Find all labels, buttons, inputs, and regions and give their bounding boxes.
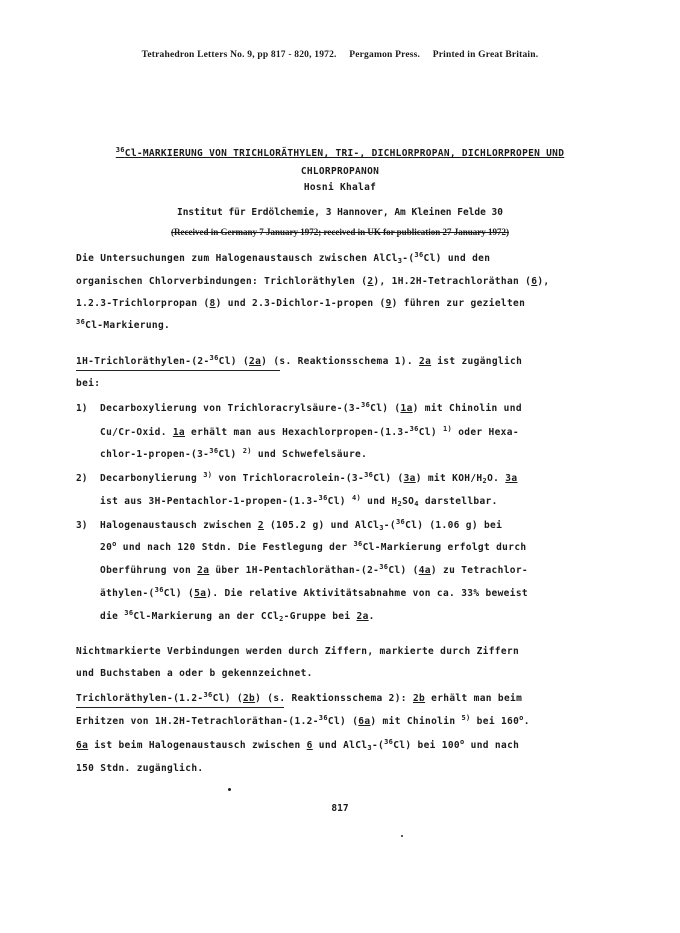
institute-address: Institut für Erdölchemie, 3 Hannover, Am Kleinen Felde 30 [176,207,503,218]
item2-number: 2) [76,473,88,484]
article-title-line2: CHLORPROPANON [300,166,380,177]
intro-line-1: Die Untersuchungen zum Halogenaustausch zwischen AlCl$_3$-($^{36}$Cl) und den [76,251,491,265]
intro-line-4: $^{36}$Cl-Markierung. [76,318,171,331]
note-line-2: und Buchstaben a oder b gekennzeichnet. [76,668,313,679]
item1-line2: Cu/Cr-Oxid. 1a erhält man aus Hexachlorpropen-(1.3-$^{36}$Cl) $^{1)}$ oder Hexa- [100,425,519,438]
item2-line1: Decarbonylierung $^{3)}$ von Trichloracrolein-(3-$^{36}$Cl) (3a) mit KOH/$H_2O$. 3a [100,471,518,485]
item1-line3: chlor-1-propen-(3-$^{36}$Cl) $^{2)}$ und Schwefelsäure. [100,447,368,460]
printed-in: Printed in Great Britain. [432,50,539,60]
item1-line1: Decarboxylierung von Trichloracrylsäure-(3-$^{36}$Cl) (1a) mit Chinolin und [100,401,522,414]
publisher: Pergamon Press. [349,50,421,60]
page-number: 817 [331,803,349,814]
item3-number: 3) [76,520,88,531]
section1-heading-rule [76,370,280,371]
item3-line4: äthylen-($^{36}$Cl) (5a). Die relative Aktivitätsabnahme von ca. 33% beweist [100,586,528,599]
item1-number: 1) [76,403,88,414]
intro-line-3: 1.2.3-Trichlorpropan (8) und 2.3-Dichlor-1-propen (9) führen zur gezielten [76,298,526,309]
item3-line5: die $^{36}$Cl-Markierung an der CCl$_2$-Gruppe bei 2a. [100,609,375,623]
ink-speck [228,788,231,791]
section2-line2: Erhitzen von 1H.2H-Tetrachloräthan-(1.2-$^{36}$Cl) (6a) mit Chinolin $^{5)}$ bei 160$^o$. [76,714,530,727]
item3-line3: Oberführung von 2a über 1H-Pentachloräthan-(2-$^{36}$Cl) (4a) zu Tetrachlor- [100,563,528,576]
section2-heading-rule [76,707,284,708]
item2-line2: ist aus 3H-Pentachlor-1-propen-(1.3-$^{36}$Cl) $^{4)}$ und $H_2SO_4$ darstellbar. [100,494,498,508]
section2-line3: 6a ist beim Halogenaustausch zwischen 6 und AlCl$_3$-($^{36}$Cl) bei 100$^o$ und nach [76,738,520,752]
section2-heading: Trichloräthylen-(1.2-$^{36}$Cl) (2b) (s. Reaktionsschema 2): 2b erhält man beim [76,691,523,704]
item3-line2: 20$^o$ und nach 120 Stdn. Die Festlegung der $^{36}$Cl-Markierung erfolgt durch [100,540,527,553]
journal-header [0,50,680,60]
journal-citation: Tetrahedron Letters No. 9, pp 817 - 820, 1972. [141,50,337,60]
note-line-1: Nichtmarkierte Verbindungen werden durch Ziffern, markierte durch Ziffern [76,646,520,657]
author-name: Hosni Khalaf [303,182,377,193]
item3-line1: Halogenaustausch zwischen 2 (105.2 g) und AlCl$_3$-($^{36}$Cl) (1.06 g) bei [100,518,503,532]
section2-line4: 150 Stdn. zugänglich. [76,763,204,774]
article-title: $^{36}$Cl-MARKIERUNG VON TRICHLORÄTHYLEN, TRI-, DICHLORPROPAN, DICHLORPROPEN UND [115,146,565,159]
section1-heading-line2: bei: [76,378,101,389]
section1-heading: 1H-Trichloräthylen-(2-$^{36}$Cl) (2a) (s. Reaktionsschema 1). 2a ist zugänglich [76,354,523,367]
received-dates: (Received in Germany 7 January 1972; received in UK for publication 27 January 1972) [171,227,509,237]
intro-line-2: organischen Chlorverbindungen: Trichloräthylen (2), 1H.2H-Tetrachloräthan (6), [76,276,550,287]
ink-speck [401,835,403,837]
